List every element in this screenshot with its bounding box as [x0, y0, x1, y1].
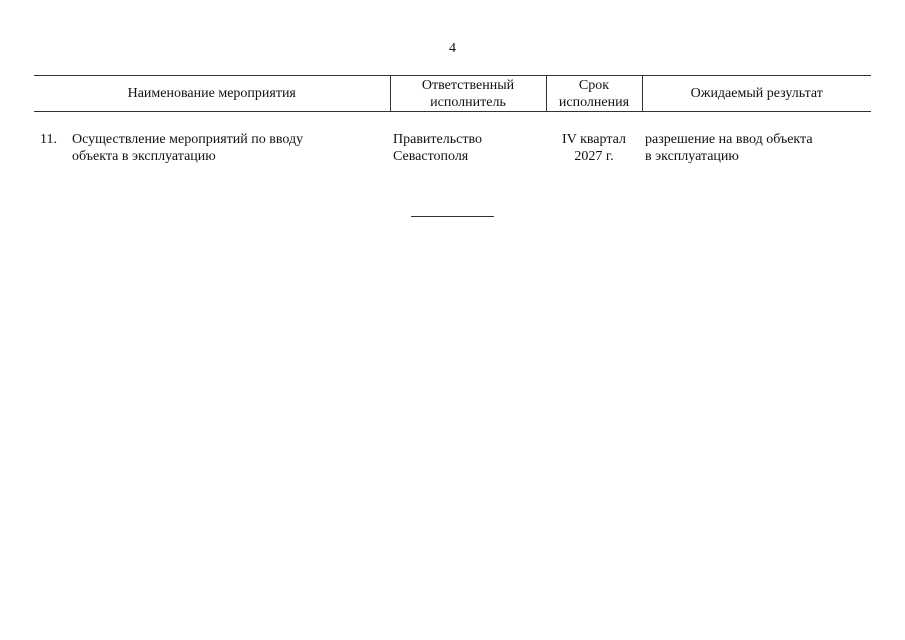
header-result-label: Ожидаемый результат [690, 86, 823, 101]
row-name-line-1: Осуществление мероприятий по вводу [72, 132, 304, 147]
table-header [34, 76, 871, 112]
row-name-line-2: объекта в эксплуатацию [72, 149, 216, 164]
header-result [642, 76, 871, 112]
header-name-label: Наименование мероприятия [127, 86, 296, 101]
header-executor-line-2: исполнитель [430, 94, 506, 110]
row-result [642, 112, 871, 166]
header-term-line-1: Срок [578, 77, 610, 93]
page-number: 4 [449, 41, 456, 56]
header-executor-line-1: Ответственный [421, 77, 515, 93]
row-executor-line-2: Севастополя [393, 149, 469, 164]
row-term [546, 112, 642, 166]
table-row [34, 112, 871, 166]
header-term [546, 76, 642, 112]
row-executor-line-1: Правительство [393, 132, 482, 147]
plan-table [34, 75, 871, 165]
row-executor [390, 112, 546, 166]
row-result-line-1: разрешение на ввод объекта [645, 132, 813, 147]
end-of-document-rule [411, 216, 494, 217]
row-term-line-2: 2027 г. [574, 149, 614, 164]
row-name [68, 112, 390, 166]
table-body [34, 112, 871, 166]
row-term-line-1: IV квартал [562, 132, 626, 147]
header-row [34, 76, 871, 112]
row-result-line-2: в эксплуатацию [645, 149, 739, 164]
plan-table-container [34, 75, 871, 165]
header-term-line-2: исполнения [558, 94, 630, 110]
header-executor [390, 76, 546, 112]
header-name [34, 76, 390, 112]
row-number: 11. [40, 132, 57, 147]
